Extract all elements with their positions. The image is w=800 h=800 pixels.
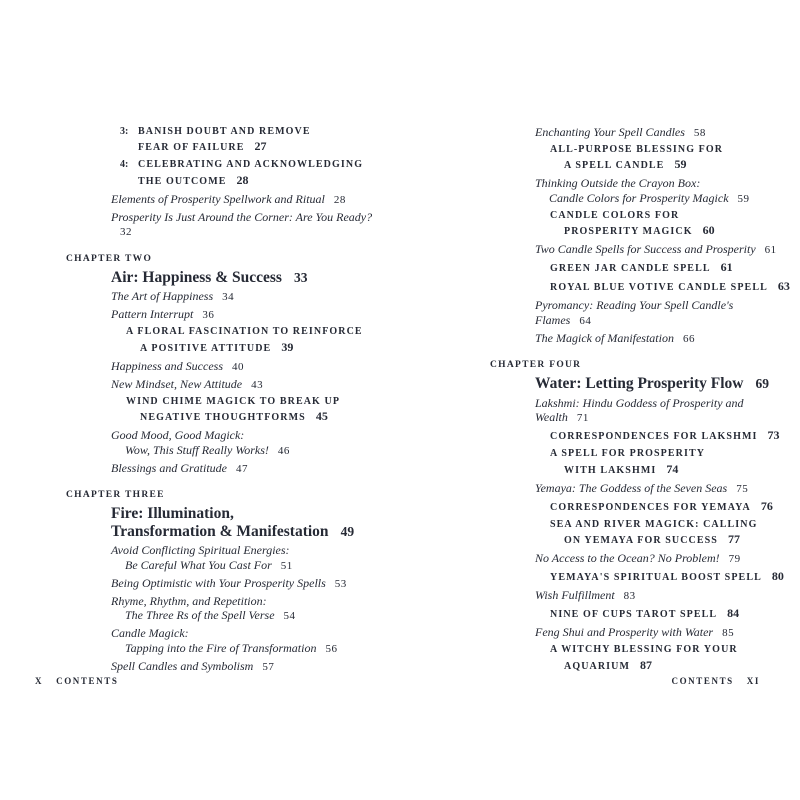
page-number: 54 [283, 610, 296, 622]
toc-entry [550, 569, 790, 586]
entry-number: 3: [120, 125, 129, 137]
toc-entry-line [126, 395, 386, 410]
entry-text: Two Candle Spells for Success and Prosperity [535, 242, 756, 256]
toc-entry-line [120, 139, 386, 156]
toc-entry-line [550, 260, 790, 277]
toc-entry [550, 643, 790, 674]
toc-entry [550, 260, 790, 277]
toc-entry [111, 192, 386, 208]
page-number: 57 [262, 660, 275, 673]
toc-entry [535, 298, 790, 328]
page-number: 87 [640, 657, 653, 672]
chapter-title-line [535, 375, 790, 393]
entry-text: Blessings and Gratitude [111, 460, 227, 475]
toc-entry-line [550, 462, 790, 479]
toc-entry [550, 606, 790, 623]
toc-entry-line [550, 643, 790, 658]
entry-text: Enchanting Your Spell Candles [535, 124, 685, 139]
toc-entry-line [550, 532, 790, 549]
entry-text: Candle Colors for Prosperity Magick [549, 190, 729, 205]
toc-entry-line [550, 223, 790, 240]
entry-text: Pattern Interrupt [111, 307, 194, 321]
toc-entry-line [535, 481, 790, 497]
entry-text: AQUARIUM [564, 660, 631, 672]
toc-entry-line [550, 569, 790, 586]
toc-entry-line [111, 428, 386, 443]
toc-entry-line [111, 576, 386, 592]
toc-entry [111, 289, 386, 305]
toc-entry [111, 543, 386, 573]
toc-entry [111, 576, 386, 592]
toc-entry-line [111, 543, 386, 558]
toc-entry [111, 377, 386, 393]
page-number: 76 [760, 498, 773, 513]
folio-left: X [35, 676, 44, 686]
chapter-title [111, 269, 386, 287]
page-number: 69 [755, 376, 769, 391]
chapter-title-line [111, 505, 386, 523]
toc-entry [550, 518, 790, 549]
toc-entry-line [550, 143, 790, 158]
page-number: 61 [720, 260, 733, 274]
entry-text: Feng Shui and Prosperity with Water [535, 625, 714, 639]
toc-content-right [490, 122, 790, 674]
toc-entry-line [535, 625, 790, 641]
toc-entry-line [120, 158, 386, 173]
toc-entry-line [111, 443, 386, 459]
page-number: 64 [579, 314, 592, 327]
toc-entry-line [535, 331, 790, 347]
toc-entry-line [111, 461, 386, 477]
toc-entry-line [535, 191, 790, 207]
entry-text: Wow, This Stuff Really Works! [125, 442, 269, 457]
toc-entry [535, 331, 790, 347]
entry-text: ON YEMAYA FOR SUCCESS [564, 535, 718, 546]
toc-entry-line [111, 558, 386, 574]
chapter-block [490, 358, 790, 393]
entry-text: GREEN JAR CANDLE SPELL [550, 263, 711, 274]
toc-entry-line [550, 518, 790, 533]
entry-text: Wish Fulfillment [535, 588, 615, 602]
toc-entry-line [535, 125, 790, 141]
page-number: 28 [236, 172, 249, 187]
page-number: 34 [222, 291, 235, 303]
page-number: 32 [120, 226, 132, 238]
entry-text: WIND CHIME MAGICK TO BREAK UP [126, 395, 341, 407]
toc-entry-line [111, 210, 386, 240]
page-number: 40 [231, 360, 244, 373]
page-number: 84 [727, 606, 740, 620]
entry-number: 4: [120, 159, 129, 170]
entry-text: Thinking Outside the Crayon Box: [535, 176, 701, 190]
entry-text: NEGATIVE THOUGHTFORMS [140, 412, 306, 423]
entry-text: Yemaya: The Goddess of the Seven Seas [535, 480, 728, 495]
toc-entry-line [120, 125, 386, 140]
running-head-left: CONTENTS [56, 676, 119, 686]
entry-text: ROYAL BLUE VOTIVE CANDLE SPELL [550, 282, 768, 293]
toc-entry [550, 428, 790, 445]
toc-entry-line [550, 499, 790, 516]
page-number: 36 [202, 309, 215, 321]
chapter-label: CHAPTER FOUR [490, 360, 582, 370]
entry-text: YEMAYA'S SPIRITUAL BOOST SPELL [550, 572, 762, 583]
toc-entry [550, 279, 790, 296]
chapter-block [66, 488, 386, 540]
entry-text: Elements of Prosperity Spellwork and Ritual [111, 191, 325, 206]
chapter-title-text: Transformation & Manifestation [111, 522, 329, 540]
toc-entry [535, 551, 790, 567]
entry-text: SEA AND RIVER MAGICK: CALLING [550, 518, 758, 530]
toc-entry-line [535, 396, 790, 426]
entry-text: A SPELL CANDLE [564, 160, 665, 171]
toc-entry-line [111, 594, 386, 609]
entry-text: The Art of Happiness [111, 289, 214, 303]
toc-entry [111, 307, 386, 323]
page-number: 83 [623, 590, 636, 602]
entry-text: A FLORAL FASCINATION TO REINFORCE [126, 326, 363, 337]
toc-entry-line [550, 157, 790, 174]
page-number: 53 [334, 577, 347, 590]
toc-entry-line [535, 551, 790, 567]
toc-entry [550, 447, 790, 478]
toc-entry [535, 625, 790, 641]
page-number: 49 [340, 523, 355, 539]
toc-entry-line [550, 279, 790, 296]
entry-text: Pyromancy: Reading Your Spell Candle's Flames [535, 298, 734, 327]
entry-text: PROSPERITY MAGICK [564, 226, 693, 237]
toc-entry-line [126, 325, 386, 340]
toc-entry [550, 143, 790, 174]
toc-entry-line [126, 340, 386, 357]
toc-entry [111, 461, 386, 477]
toc-entry-line [126, 409, 386, 426]
page-number: 56 [325, 642, 338, 655]
entry-text: NINE OF CUPS TAROT SPELL [550, 609, 718, 620]
page-number: 75 [736, 482, 749, 495]
page-number: 79 [728, 553, 741, 565]
toc-entry-line [550, 658, 790, 675]
toc-entry [126, 325, 386, 356]
toc-entry [120, 125, 386, 156]
chapter-title-text: Fire: Illumination, [111, 505, 234, 522]
toc-entry [550, 209, 790, 240]
page-number: 58 [693, 126, 706, 139]
toc-entry [550, 499, 790, 516]
page-number: 73 [767, 428, 780, 442]
entry-text: Rhyme, Rhythm, and Repetition: [111, 593, 267, 608]
chapter-title [111, 505, 386, 540]
page-number: 71 [576, 412, 589, 424]
page-number: 66 [682, 332, 695, 345]
page-number: 80 [771, 569, 784, 583]
entry-text: New Mindset, New Attitude [111, 376, 243, 391]
entry-text: Prosperity Is Just Around the Corner: Are You Ready? [111, 209, 373, 224]
page-number: 63 [777, 279, 790, 293]
entry-text: A WITCHY BLESSING FOR YOUR [550, 644, 738, 655]
page-number: 61 [764, 244, 777, 256]
entry-text: ALL-PURPOSE BLESSING FOR [550, 143, 724, 155]
entry-text: The Magick of Manifestation [535, 330, 674, 345]
entry-text: CORRESPONDENCES FOR LAKSHMI [550, 431, 758, 442]
page-number: 43 [251, 378, 264, 391]
toc-entry [535, 588, 790, 604]
entry-text: Spell Candles and Symbolism [111, 658, 254, 673]
toc-entry [111, 428, 386, 458]
entry-text: Happiness and Success [111, 358, 223, 373]
page-number: 74 [666, 461, 679, 476]
page-number: 33 [293, 269, 308, 285]
toc-entry-line [111, 192, 386, 208]
chapter-title-text: Air: Happiness & Success [111, 268, 282, 286]
footer-right [671, 676, 760, 686]
page-number: 60 [702, 223, 715, 237]
toc-entry-line [111, 641, 386, 657]
toc-entry [111, 626, 386, 656]
toc-entry-line [111, 626, 386, 641]
toc-entry-line [535, 588, 790, 604]
entry-text: Candle Magick: [111, 626, 189, 640]
toc-entry-line [535, 298, 790, 328]
chapter-title-line [111, 269, 386, 287]
entry-text: No Access to the Ocean? No Problem! [535, 551, 720, 565]
toc-entry [535, 242, 790, 258]
toc-entry-line [535, 176, 790, 191]
entry-text: A POSITIVE ATTITUDE [140, 342, 272, 354]
entry-text: CELEBRATING AND ACKNOWLEDGING [138, 159, 364, 170]
toc-entry [111, 359, 386, 375]
page-number: 59 [737, 192, 750, 205]
toc-entry [535, 396, 790, 426]
toc-entry [120, 158, 386, 189]
toc-entry-line [111, 608, 386, 624]
chapter-title-line [111, 523, 386, 541]
toc-entry-line [111, 377, 386, 393]
folio-right: XI [746, 676, 760, 686]
toc-entry-line [111, 659, 386, 675]
page-number: 27 [254, 139, 267, 153]
page-number: 85 [722, 627, 735, 639]
chapter-label: CHAPTER TWO [66, 253, 153, 264]
toc-entry-line [535, 242, 790, 258]
toc-entry [111, 659, 386, 675]
toc-entry [111, 210, 386, 240]
entry-text: CORRESPONDENCES FOR YEMAYA [550, 501, 751, 513]
entry-text: Lakshmi: Hindu Goddess of Prosperity and Wealth [535, 395, 744, 424]
entry-text: THE OUTCOME [138, 175, 227, 187]
toc-entry [535, 481, 790, 497]
chapter-title-text: Water: Letting Prosperity Flow [535, 375, 744, 392]
entry-text: Tapping into the Fire of Transformation [125, 640, 317, 655]
entry-text: FEAR OF FAILURE [138, 142, 245, 153]
chapter-label: CHAPTER THREE [66, 490, 165, 500]
page-number: 28 [333, 193, 346, 206]
toc-content-left [66, 122, 386, 674]
page-number: 45 [315, 409, 328, 423]
toc-entry-line [120, 173, 386, 190]
chapter-title [535, 375, 790, 393]
toc-entry [535, 176, 790, 206]
toc-entry-line [550, 606, 790, 623]
running-head-right: CONTENTS [671, 676, 734, 686]
page-number: 39 [281, 339, 294, 354]
toc-entry-line [550, 209, 790, 224]
entry-text: Avoid Conflicting Spiritual Energies: [111, 543, 290, 557]
entry-text: WITH LAKSHMI [564, 464, 657, 476]
entry-text: CANDLE COLORS FOR [550, 209, 680, 221]
toc-entry-line [550, 428, 790, 445]
page-number: 47 [236, 462, 248, 475]
entry-text: The Three Rs of the Spell Verse [125, 608, 275, 622]
toc-entry-line [550, 447, 790, 462]
toc-entry [535, 125, 790, 141]
toc-entry-line [111, 359, 386, 375]
toc-entry-line [111, 289, 386, 305]
chapter-block [66, 252, 386, 287]
toc-entry [126, 395, 386, 426]
entry-text: Be Careful What You Cast For [125, 557, 272, 572]
page-number: 51 [280, 559, 293, 572]
entry-text: BANISH DOUBT AND REMOVE [138, 125, 311, 137]
entry-text: A SPELL FOR PROSPERITY [550, 448, 706, 459]
toc-entry-line [111, 307, 386, 323]
toc-entry [111, 594, 386, 624]
entry-text: Being Optimistic with Your Prosperity Spells [111, 575, 326, 590]
page-number: 59 [674, 157, 687, 171]
page-number: 77 [727, 532, 740, 546]
footer-left [35, 676, 118, 686]
page-number: 46 [277, 444, 290, 457]
entry-text: Good Mood, Good Magick: [111, 428, 245, 442]
